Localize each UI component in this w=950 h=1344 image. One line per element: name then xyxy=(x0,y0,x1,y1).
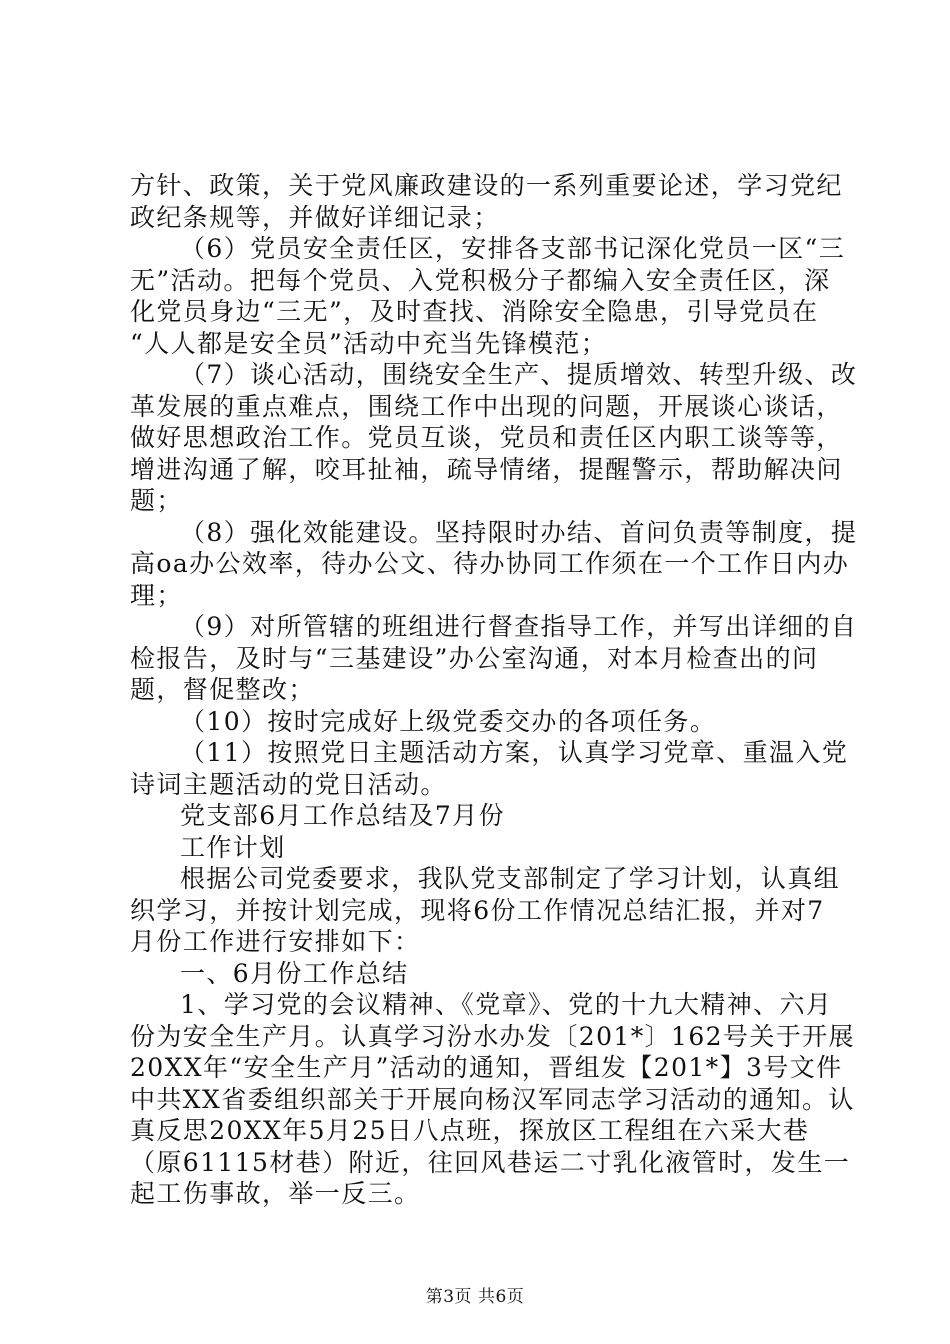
text-line: 根据公司党委要求，我队党支部制定了学习计划，认真组 xyxy=(180,864,841,893)
text-line: 中共XX省委组织部关于开展向杨汉军同志学习活动的通知。认 xyxy=(130,1084,855,1114)
text-line: 理； xyxy=(130,580,183,610)
text-line: 起工伤事故，举一反三。 xyxy=(130,1179,421,1208)
text-line: 一、6月份工作总结 xyxy=(180,958,409,988)
text-line: 革发展的重点难点，围绕工作中出现的问题，开展谈心谈话， xyxy=(130,391,843,421)
page-number-footer: 第3页 共6页 xyxy=(425,1287,525,1307)
text-line: 检报告，及时与“三基建设”办公室沟通，对本月检查出的问 xyxy=(130,643,819,673)
text-line: （9）对所管辖的班组进行督查指导工作，并写出详细的自 xyxy=(180,612,858,641)
text-line: 工作计划 xyxy=(180,832,286,862)
text-line: 1、学习党的会议精神、《党章》、党的十九大精神、六月 xyxy=(180,990,833,1019)
text-line: 诗词主题活动的党日活动。 xyxy=(130,769,447,799)
document-body xyxy=(130,170,858,1210)
text-line: 题； xyxy=(130,486,183,515)
text-line: （10）按时完成好上级党委交办的各项任务。 xyxy=(180,706,717,736)
text-line: 政纪条规等，并做好详细记录； xyxy=(130,202,500,232)
text-line: （8）强化效能建设。坚持限时办结、首问负责等制度，提 xyxy=(180,517,858,547)
text-line: “人人都是安全员”活动中充当先锋模范； xyxy=(130,328,608,358)
text-line: 织学习，并按计划完成，现将6份工作情况总结汇报，并对7 xyxy=(130,895,825,925)
text-line: 题，督促整改； xyxy=(130,675,315,704)
text-line: （7）谈心活动，围绕安全生产、提质增效、转型升级、改 xyxy=(180,360,858,389)
text-line: 份为安全生产月。认真学习汾水办发〔201*〕162号关于开展 xyxy=(130,1021,855,1051)
text-line: 做好思想政治工作。党员互谈，党员和责任区内职工谈等等， xyxy=(130,423,843,452)
text-line: 月份工作进行安排如下： xyxy=(130,927,421,956)
text-line: （原61115材巷）附近，往回风巷运二寸乳化液管时，发生一 xyxy=(130,1147,851,1177)
text-line: 党支部6月工作总结及7月份 xyxy=(180,801,506,830)
text-line: 增进沟通了解，咬耳扯袖，疏导情绪，提醒警示，帮助解决问 xyxy=(130,454,843,484)
text-line: （11）按照党日主题活动方案，认真学习党章、重温入党 xyxy=(180,738,849,767)
text-line: 方针、政策，关于党风廉政建设的一系列重要论述，学习党纪 xyxy=(130,171,843,200)
text-line: 无”活动。把每个党员、入党积极分子都编入安全责任区，深 xyxy=(130,265,831,295)
text-line: （6）党员安全责任区，安排各支部书记深化党员一区“三 xyxy=(180,234,846,263)
text-line: 化党员身边“三无”，及时查找、消除安全隐患，引导党员在 xyxy=(130,297,819,326)
text-line: 高oa办公效率，待办公文、待办协同工作须在一个工作日内办 xyxy=(130,549,850,578)
text-line: 真反思20XX年5月25日八点班，探放区工程组在六采大巷 xyxy=(130,1116,810,1145)
text-line: 20XX年“安全生产月”活动的通知，晋组发【201*】3号文件 xyxy=(130,1053,843,1082)
